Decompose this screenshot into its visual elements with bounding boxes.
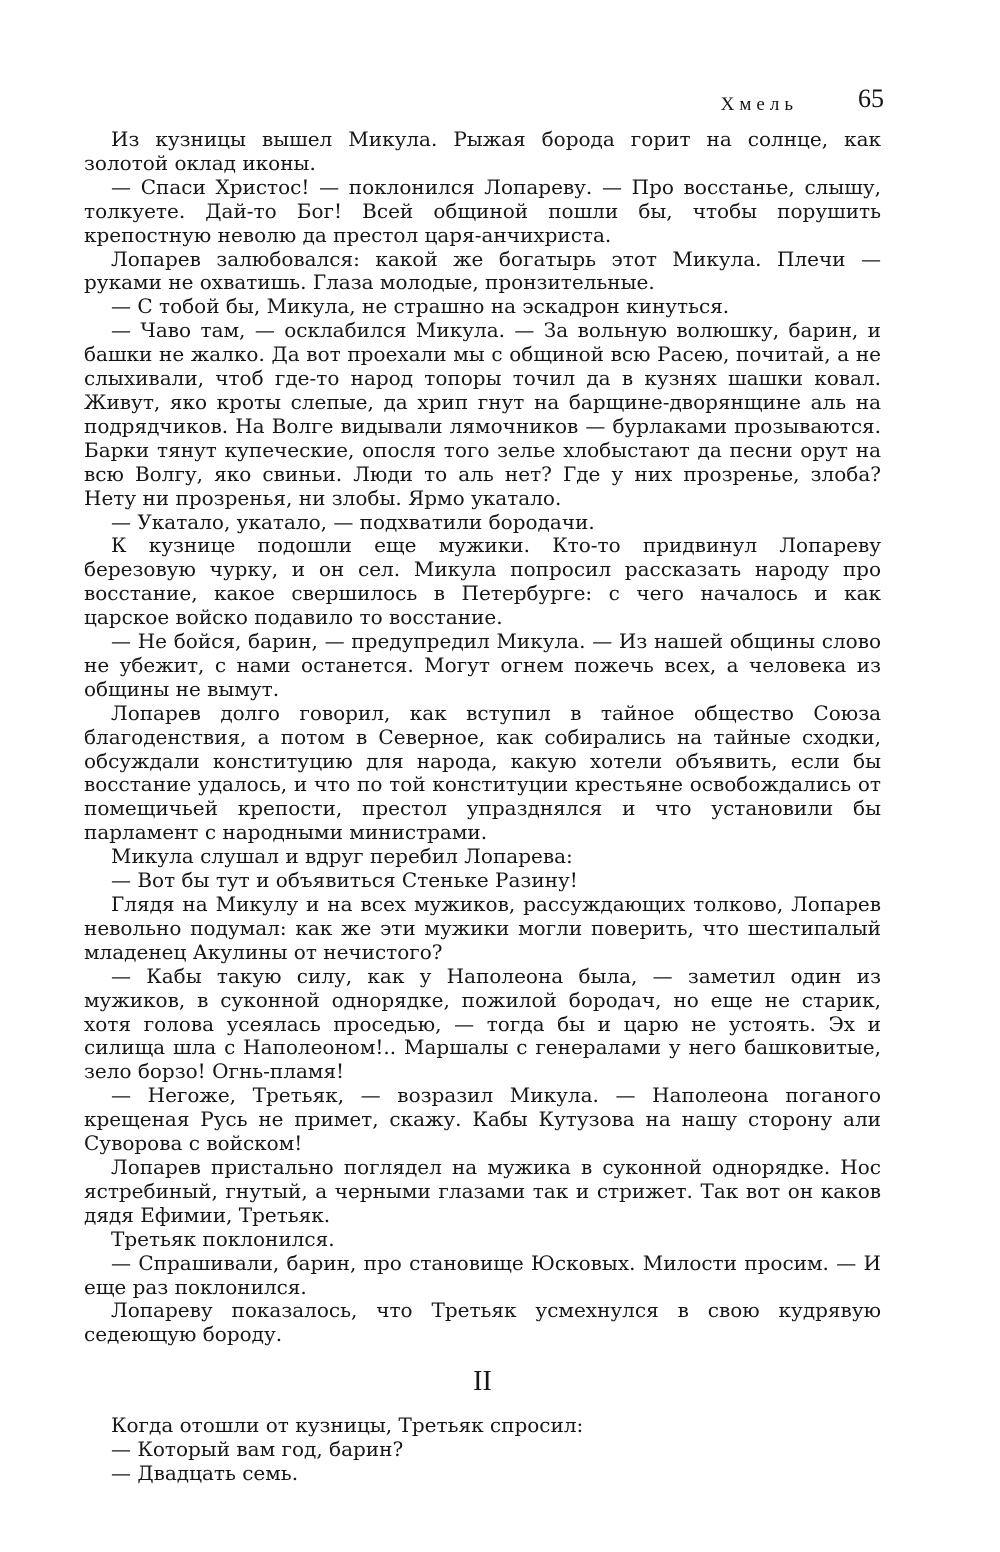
paragraph: Третьяк поклонился. (111, 1226, 335, 1251)
paragraph: Глядя на Микулу и на всех мужиков, рассуждающих толково, Лопарев невольно подумал: как же эти мужики могли поверить, что шестипалый младенец Акулины от нечистого? (84, 892, 881, 964)
paragraph: — Который вам год, барин? (111, 1437, 404, 1462)
paragraph: — Спрашивали, барин, про становище Юсковых. Милости просим. — И еще раз поклонился. (84, 1250, 881, 1299)
paragraph: Лопарев залюбовался: какой же богатырь этот Микула. Плечи — руками не охватишь. Глаза молодые, пронзительные. (84, 246, 881, 295)
page-number: 65 (858, 84, 884, 113)
paragraph: Когда отошли от кузницы, Третьяк спросил: (111, 1413, 584, 1438)
body-text (84, 128, 881, 1486)
paragraph: — С тобой бы, Микула, не страшно на эскадрон кинуться. (111, 294, 730, 319)
paragraph: — Вот бы тут и объявиться Стеньке Разину! (111, 868, 578, 893)
paragraph: Лопарев пристально поглядел на мужика в суконной однорядке. Нос ястребиный, гнутый, а черными глазами так и стрижет. Так вот он каков дядя Ефимии, Третьяк. (84, 1154, 881, 1227)
paragraph: Лопарев долго говорил, как вступил в тайное общество Союза благоденствия, а потом в Северное, как собирались на тайные сходки, обсуждали конституцию для народа, какую хотели объявить, если бы восстание удалось, и что по той конституции крестьяне освобождались от помещичьей крепости, престол упразднялся и что установили бы парламент с народными министрами. (84, 700, 881, 845)
paragraph: Из кузницы вышел Микула. Рыжая борода горит на солнце, как золотой оклад иконы. (84, 127, 881, 175)
paragraph: К кузнице подошли еще мужики. Кто-то придвинул Лопареву березовую чурку, и он сел. Микула попросил рассказать народу про восстание, какое свершилось в Петербурге: с чего началось и как царское войско подавило то восстание. (84, 533, 881, 630)
paragraph: — Негоже, Третьяк, — возразил Микула. — Наполеона поганого крещеная Русь не примет, скажу. Кабы Кутузова на нашу сторону али Суворова с войском! (84, 1083, 881, 1156)
running-head (84, 84, 884, 118)
paragraph: — Кабы такую силу, как у Наполеона была, — заметил один из мужиков, в суконной однорядке, пожилой бородач, но еще не старик, хотя голова усеялась проседью, — тогда бы и царю не устоять. Эх и силища шла с Наполеоном!.. Маршалы с генералами у него башковитые, зело борзо! Огнь-пламя! (84, 963, 881, 1084)
paragraph: — Чаво там, — осклабился Микула. — За вольную волюшку, барин, и башки не жалко. Да вот проехали мы с общиной всю Расею, почитай, а не слыхивали, чтоб где-то народ топоры точил да в кузнях шашки ковал. Живут, яко кроты слепые, да хрип гнут на барщине-дворянщине аль на подрядчиков. На Волге видывали лямочников — бурлаками прозываются. Барки тянут купеческие, опосля того зелье хлобыстают да песни орут на всю Волгу, яко свиньи. Люди то аль нет? Где у них прозренье, злоба? Нету ни прозренья, ни злобы. Ярмо укатало. (84, 318, 881, 510)
running-title: Хмель (720, 94, 798, 115)
text-block-before-chapter (84, 128, 881, 1347)
paragraph: — Спаси Христос! — поклонился Лопареву. — Про восстанье, слышу, толкуете. Дай-то Бог! Всей общиной пошли бы, чтобы порушить крепостную неволю да престол царя-анчихриста. (84, 174, 881, 247)
chapter-heading: II (473, 1366, 492, 1398)
paragraph: Микула слушал и вдруг перебил Лопарева: (111, 844, 573, 869)
text-block-after-chapter (84, 1414, 881, 1486)
paragraph: Лопареву показалось, что Третьяк усмехнулся в свою кудрявую седеющую бороду. (84, 1298, 881, 1347)
paragraph: — Укатало, укатало, — подхватили бородачи. (111, 509, 595, 534)
paragraph: — Двадцать семь. (111, 1461, 299, 1486)
paragraph: — Не бойся, барин, — предупредил Микула. — Из нашей общины слово не убежит, с нами останется. Могут огнем пожечь всех, а человека из общины не вымут. (84, 629, 881, 701)
